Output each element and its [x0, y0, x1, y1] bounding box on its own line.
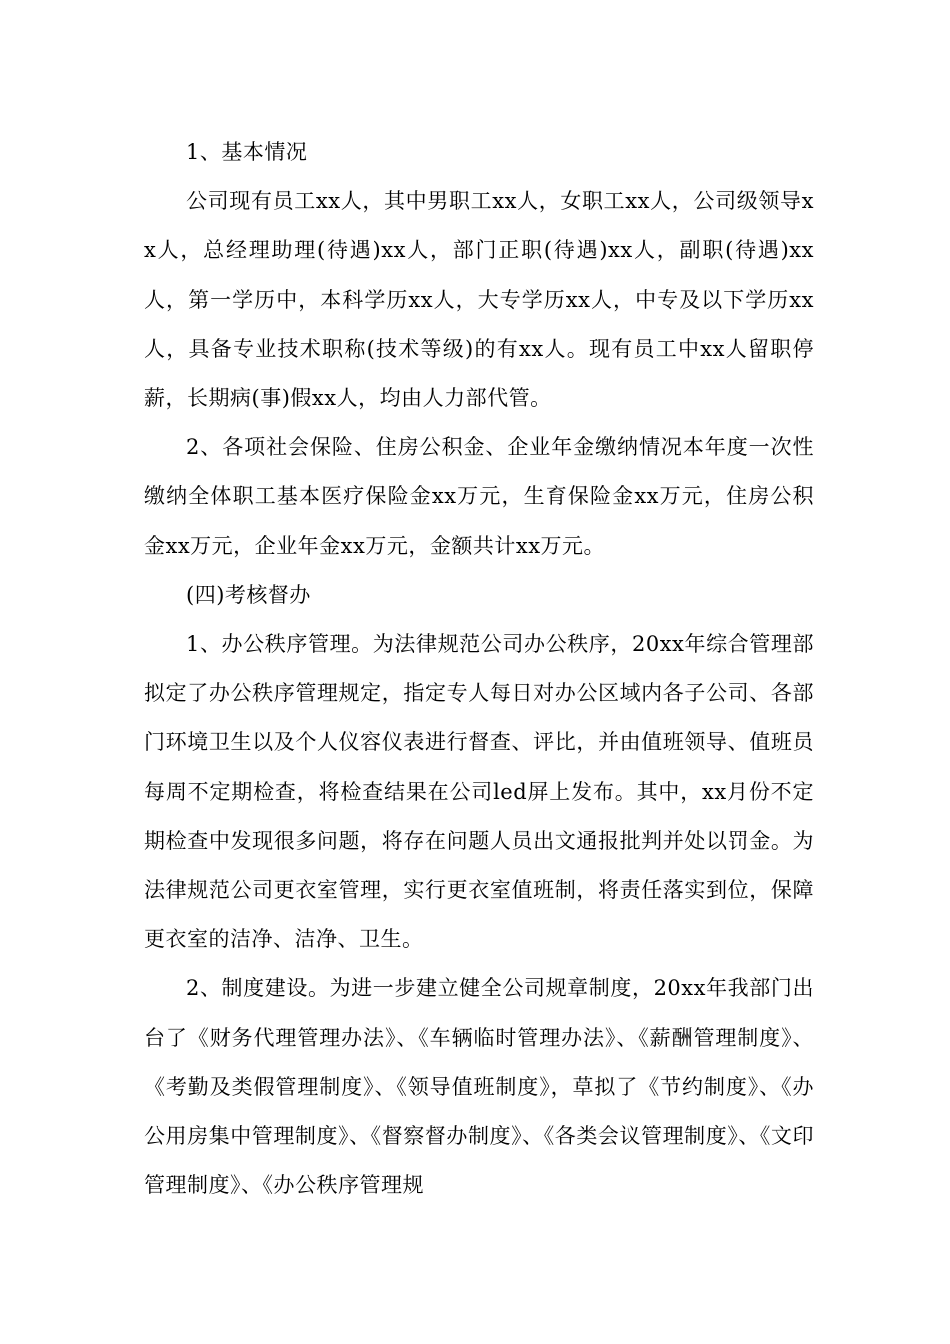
paragraph-staff-overview: 公司现有员工xx人，其中男职工xx人，女职工xx人，公司级领导xx人，总经理助理(待遇)xx人，部门正职(待遇)xx人，副职(待遇)xx人，第一学历中，本科学历xx人，大专学历xx人，中专及以下学历xx人，具备专业技术职称(技术等级)的有xx人。现有员工中xx人留职停薪，长期病(事)假xx人，均由人力部代管。	[144, 189, 814, 411]
document-body	[144, 128, 814, 1210]
paragraph-office-order: 1、办公秩序管理。为法律规范公司办公秩序，20xx年综合管理部拟定了办公秩序管理规定，指定专人每日对办公区域内各子公司、各部门环境卫生以及个人仪容仪表进行督查、评比，并由值班领导、值班员每周不定期检查，将检查结果在公司led屏上发布。其中，xx月份不定期检查中发现很多问题，将存在问题人员出文通报批判并处以罚金。为法律规范公司更衣室管理，实行更衣室值班制，将责任落实到位，保障更衣室的洁净、洁净、卫生。	[144, 632, 814, 952]
paragraph-insurance-payments: 2、各项社会保险、住房公积金、企业年金缴纳情况本年度一次性缴纳全体职工基本医疗保险金xx万元，生育保险金xx万元，住房公积金xx万元，企业年金xx万元，金额共计xx万元。	[144, 435, 814, 558]
section-heading-supervision: (四)考核督办	[186, 582, 311, 607]
paragraph-system-building: 2、制度建设。为进一步建立健全公司规章制度，20xx年我部门出台了《财务代理管理办法》、《车辆临时管理办法》、《薪酬管理制度》、《考勤及类假管理制度》、《领导值班制度》，草拟了《节约制度》、《办公用房集中管理制度》、《督察督办制度》、《各类会议管理制度》、《文印管理制度》、《办公秩序管理规	[144, 976, 814, 1198]
section-heading-basic-info: 1、基本情况	[186, 140, 308, 164]
